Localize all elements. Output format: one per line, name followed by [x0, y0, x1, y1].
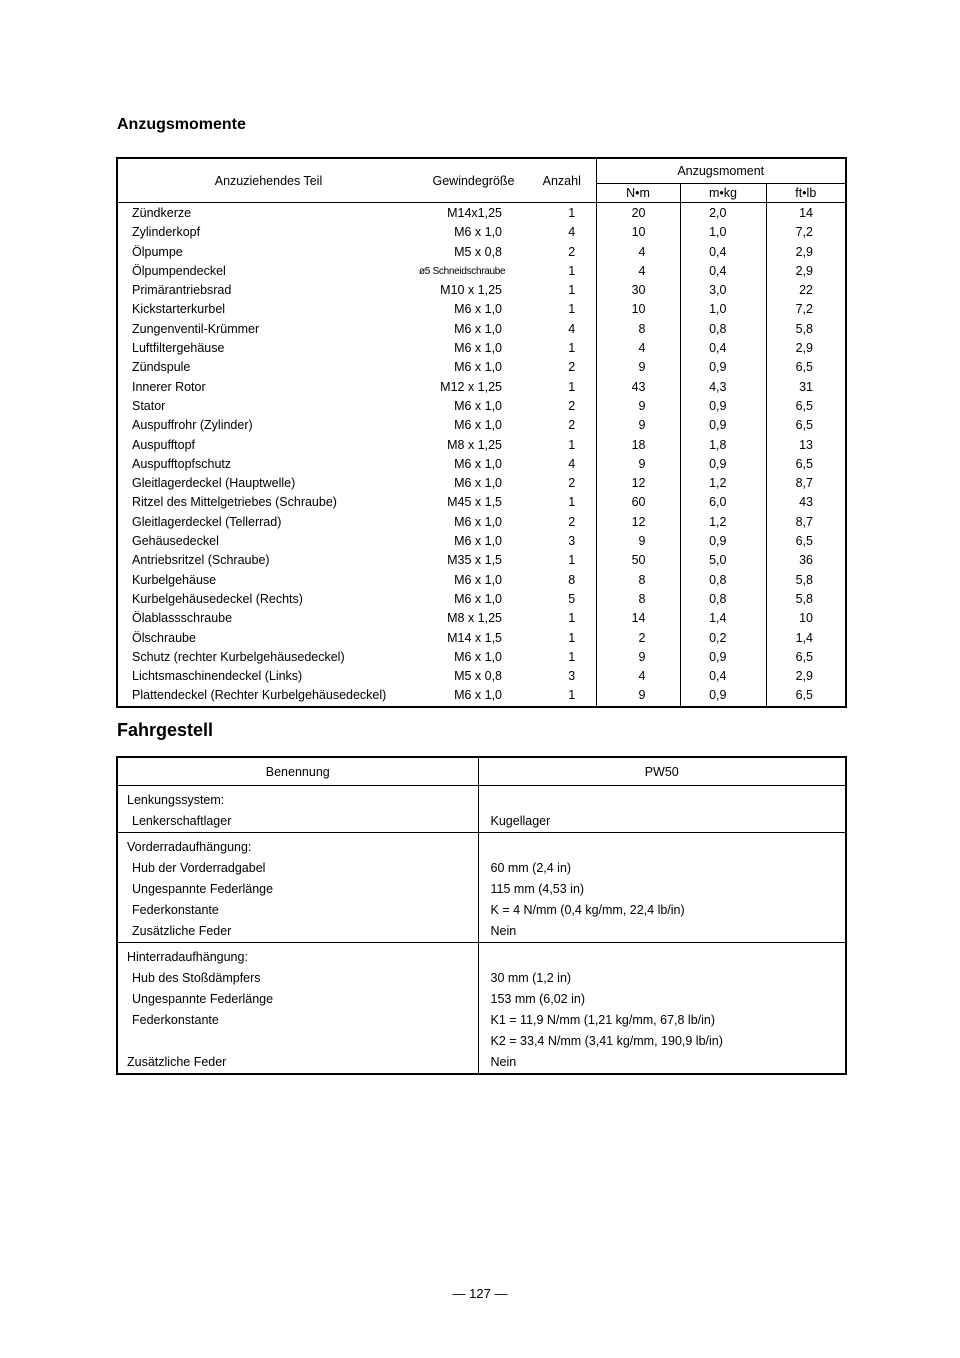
- thread-cell: M14x1,25: [447, 206, 502, 220]
- nm-cell: 9: [596, 397, 680, 416]
- ftlb-cell: 6,5: [766, 358, 846, 377]
- part-cell: Ritzel des Mittelgetriebes (Schraube): [132, 495, 337, 510]
- nm-cell: 2: [596, 629, 680, 648]
- table-row: [117, 281, 846, 300]
- table-row: [117, 474, 846, 493]
- part-cell: Primärantriebsrad: [132, 283, 232, 298]
- thread-cell: M12 x 1,25: [440, 379, 502, 394]
- part-cell: Ölpumpendeckel: [132, 263, 226, 278]
- ftlb-cell: 36: [766, 551, 846, 570]
- quantity-cell: 1: [568, 437, 576, 452]
- quantity-cell: 1: [568, 688, 576, 703]
- quantity-cell: 2: [568, 418, 576, 433]
- thread-cell: M8 x 1,25: [447, 437, 502, 452]
- table-row: [117, 667, 846, 686]
- front-item-value: 60 mm (2,4 in): [490, 861, 572, 875]
- quantity-cell: 1: [568, 379, 576, 394]
- table-row: [117, 397, 846, 416]
- ftlb-cell: 10: [766, 609, 846, 628]
- nm-cell: 12: [596, 474, 680, 493]
- thread-cell: M5 x 0,8: [454, 244, 502, 259]
- table-row: [117, 358, 846, 377]
- rear-free-length-value: 153 mm (6,02 in): [490, 992, 585, 1006]
- table-row: [117, 203, 846, 224]
- part-cell: Gehäusedeckel: [132, 534, 219, 549]
- front-item-value: 115 mm (4,53 in): [490, 882, 585, 896]
- table-row: [117, 223, 846, 242]
- header-nm: N•m: [596, 184, 680, 203]
- quantity-cell: 1: [568, 341, 576, 356]
- steering-bearing-value: Kugellager: [490, 814, 551, 828]
- nm-cell: 8: [596, 590, 680, 609]
- mkg-cell: 1,0: [680, 300, 766, 319]
- part-cell: Zungenventil-Krümmer: [132, 321, 260, 336]
- quantity-cell: 1: [568, 495, 576, 510]
- ftlb-cell: 7,2: [766, 223, 846, 242]
- quantity-cell: 1: [568, 630, 576, 645]
- ftlb-cell: 6,5: [766, 532, 846, 551]
- nm-cell: 12: [596, 513, 680, 532]
- steering-bearing-label: Lenkerschaftlager: [132, 814, 232, 828]
- ftlb-cell: 31: [766, 378, 846, 397]
- nm-cell: 10: [596, 300, 680, 319]
- part-cell: Zündkerze: [132, 206, 192, 220]
- quantity-cell: 1: [568, 206, 576, 220]
- thread-cell: M6 x 1,0: [454, 688, 502, 703]
- part-cell: Auspuffrohr (Zylinder): [132, 418, 253, 433]
- thread-cell: M14 x 1,5: [447, 630, 502, 645]
- thread-cell: M35 x 1,5: [447, 553, 502, 568]
- thread-cell: M6 x 1,0: [454, 225, 502, 240]
- nm-cell: 4: [596, 262, 680, 281]
- steering-row: [117, 786, 846, 833]
- part-cell: Auspufftopfschutz: [132, 456, 232, 471]
- ftlb-cell: 43: [766, 493, 846, 512]
- mkg-cell: 0,4: [680, 339, 766, 358]
- mkg-cell: 1,0: [680, 223, 766, 242]
- nm-cell: 50: [596, 551, 680, 570]
- table-row: [117, 320, 846, 339]
- ftlb-cell: 14: [766, 203, 846, 224]
- front-suspension-row: [117, 833, 846, 943]
- thread-cell: M10 x 1,25: [440, 283, 502, 298]
- front-item-label: Zusätzliche Feder: [132, 924, 232, 938]
- mkg-cell: 1,2: [680, 474, 766, 493]
- table-row: [117, 262, 846, 281]
- thread-cell: M6 x 1,0: [454, 398, 502, 413]
- thread-cell: M6 x 1,0: [454, 302, 502, 317]
- rear-stroke-value: 30 mm (1,2 in): [490, 971, 572, 985]
- mkg-cell: 0,9: [680, 416, 766, 435]
- chassis-section-title: Fahrgestell: [117, 720, 214, 740]
- rear-rate-value-2: K2 = 33,4 N/mm (3,41 kg/mm, 190,9 lb/in): [490, 1034, 723, 1048]
- ftlb-cell: 8,7: [766, 513, 846, 532]
- ftlb-cell: 6,5: [766, 648, 846, 667]
- quantity-cell: 1: [568, 611, 576, 626]
- mkg-cell: 0,9: [680, 397, 766, 416]
- mkg-cell: 0,9: [680, 358, 766, 377]
- quantity-cell: 4: [568, 321, 576, 336]
- header-name: Benennung: [117, 757, 478, 786]
- nm-cell: 20: [596, 203, 680, 224]
- front-heading: Vorderradaufhängung:: [127, 840, 252, 854]
- table-row: [117, 436, 846, 455]
- table-row: [117, 300, 846, 319]
- mkg-cell: 0,4: [680, 262, 766, 281]
- nm-cell: 9: [596, 416, 680, 435]
- nm-cell: 10: [596, 223, 680, 242]
- thread-cell: M6 x 1,0: [454, 456, 502, 471]
- nm-cell: 9: [596, 648, 680, 667]
- table-row: [117, 416, 846, 435]
- header-model: PW50: [478, 757, 846, 786]
- table-row: [117, 532, 846, 551]
- quantity-cell: 1: [568, 649, 576, 664]
- part-cell: Auspufftopf: [132, 437, 196, 452]
- thread-cell: M6 x 1,0: [454, 321, 502, 336]
- quantity-cell: 4: [568, 225, 576, 240]
- ftlb-cell: 1,4: [766, 629, 846, 648]
- mkg-cell: 0,9: [680, 686, 766, 706]
- mkg-cell: 1,8: [680, 436, 766, 455]
- thread-cell: M6 x 1,0: [454, 476, 502, 491]
- quantity-cell: 8: [568, 572, 576, 587]
- part-cell: Innerer Rotor: [132, 379, 206, 394]
- header-quantity: Anzahl: [528, 158, 596, 203]
- mkg-cell: 0,9: [680, 455, 766, 474]
- chassis-table: [116, 756, 847, 1075]
- thread-cell: M6 x 1,0: [454, 572, 502, 587]
- part-cell: Ölpumpe: [132, 244, 183, 259]
- table-row: [117, 378, 846, 397]
- ftlb-cell: 2,9: [766, 667, 846, 686]
- nm-cell: 60: [596, 493, 680, 512]
- mkg-cell: 1,4: [680, 609, 766, 628]
- thread-cell: M6 x 1,0: [454, 514, 502, 529]
- mkg-cell: 0,9: [680, 532, 766, 551]
- mkg-cell: 0,4: [680, 243, 766, 262]
- mkg-cell: 0,4: [680, 667, 766, 686]
- header-thread: Gewindegröße: [419, 158, 528, 203]
- nm-cell: 8: [596, 571, 680, 590]
- mkg-cell: 0,8: [680, 320, 766, 339]
- torque-table: [116, 157, 847, 708]
- front-item-label: Hub der Vorderradgabel: [132, 861, 266, 875]
- part-cell: Ölablassschraube: [132, 611, 233, 626]
- quantity-cell: 2: [568, 514, 576, 529]
- quantity-cell: 5: [568, 591, 576, 606]
- torque-table-body: [117, 203, 846, 707]
- ftlb-cell: 13: [766, 436, 846, 455]
- thread-cell: M8 x 1,25: [447, 611, 502, 626]
- table-row: [117, 455, 846, 474]
- nm-cell: 4: [596, 243, 680, 262]
- front-item-label: Ungespannte Federlänge: [132, 882, 274, 896]
- nm-cell: 8: [596, 320, 680, 339]
- mkg-cell: 0,9: [680, 648, 766, 667]
- mkg-cell: 2,0: [680, 203, 766, 224]
- ftlb-cell: 2,9: [766, 243, 846, 262]
- table-row: [117, 571, 846, 590]
- quantity-cell: 1: [568, 263, 576, 278]
- ftlb-cell: 6,5: [766, 455, 846, 474]
- rear-rate-value-1: K1 = 11,9 N/mm (1,21 kg/mm, 67,8 lb/in): [490, 1013, 716, 1027]
- torque-section-title: Anzugsmomente: [117, 116, 246, 133]
- mkg-cell: 0,8: [680, 571, 766, 590]
- nm-cell: 30: [596, 281, 680, 300]
- mkg-cell: 3,0: [680, 281, 766, 300]
- rear-stroke-label: Hub des Stoßdämpfers: [132, 971, 261, 985]
- rear-suspension-row: [117, 943, 846, 1075]
- mkg-cell: 1,2: [680, 513, 766, 532]
- mkg-cell: 6,0: [680, 493, 766, 512]
- page-number: — 127 —: [452, 1286, 508, 1301]
- part-cell: Ölschraube: [132, 630, 196, 645]
- table-row: [117, 648, 846, 667]
- rear-extra-spring-value: Nein: [490, 1055, 517, 1069]
- thread-cell: M6 x 1,0: [454, 591, 502, 606]
- thread-cell: M5 x 0,8: [454, 669, 502, 684]
- ftlb-cell: 2,9: [766, 262, 846, 281]
- table-row: [117, 513, 846, 532]
- mkg-cell: 4,3: [680, 378, 766, 397]
- table-row: [117, 686, 846, 706]
- nm-cell: 43: [596, 378, 680, 397]
- part-cell: Lichtsmaschinendeckel (Links): [132, 669, 303, 684]
- ftlb-cell: 7,2: [766, 300, 846, 319]
- table-row: [117, 493, 846, 512]
- nm-cell: 9: [596, 686, 680, 706]
- table-row: [117, 629, 846, 648]
- thread-cell: M6 x 1,0: [454, 534, 502, 549]
- quantity-cell: 4: [568, 456, 576, 471]
- mkg-cell: 0,2: [680, 629, 766, 648]
- part-cell: Kickstarterkurbel: [132, 302, 226, 317]
- part-cell: Zündspule: [132, 360, 191, 375]
- quantity-cell: 2: [568, 398, 576, 413]
- part-cell: Kurbelgehäuse: [132, 572, 217, 587]
- quantity-cell: 2: [568, 360, 576, 375]
- thread-cell: M6 x 1,0: [454, 360, 502, 375]
- table-row: [117, 339, 846, 358]
- part-cell: Gleitlagerdeckel (Tellerrad): [132, 514, 282, 529]
- ftlb-cell: 6,5: [766, 397, 846, 416]
- header-part: Anzuziehendes Teil: [117, 158, 419, 203]
- ftlb-cell: 2,9: [766, 339, 846, 358]
- nm-cell: 9: [596, 455, 680, 474]
- rear-free-length-label: Ungespannte Federlänge: [132, 992, 274, 1006]
- front-item-value: K = 4 N/mm (0,4 kg/mm, 22,4 lb/in): [490, 903, 685, 917]
- quantity-cell: 1: [568, 283, 576, 298]
- nm-cell: 18: [596, 436, 680, 455]
- ftlb-cell: 8,7: [766, 474, 846, 493]
- quantity-cell: 3: [568, 669, 576, 684]
- header-mkg: m•kg: [680, 184, 766, 203]
- quantity-cell: 1: [568, 302, 576, 317]
- rear-rate-label: Federkonstante: [132, 1013, 219, 1027]
- part-cell: Zylinderkopf: [132, 225, 201, 240]
- rear-heading: Hinterradaufhängung:: [127, 950, 248, 964]
- front-item-value: Nein: [490, 924, 517, 938]
- part-cell: Schutz (rechter Kurbelgehäusedeckel): [132, 649, 345, 664]
- quantity-cell: 2: [568, 476, 576, 491]
- ftlb-cell: 6,5: [766, 416, 846, 435]
- steering-heading: Lenkungssystem:: [127, 793, 225, 807]
- part-cell: Plattendeckel (Rechter Kurbelgehäusedeckel): [132, 688, 387, 703]
- nm-cell: 4: [596, 339, 680, 358]
- mkg-cell: 0,8: [680, 590, 766, 609]
- header-torque: Anzugsmoment: [596, 158, 846, 184]
- part-cell: Antriebsritzel (Schraube): [132, 553, 270, 568]
- header-ftlb: ft•lb: [766, 184, 846, 203]
- part-cell: Gleitlagerdeckel (Hauptwelle): [132, 476, 296, 491]
- nm-cell: 9: [596, 532, 680, 551]
- quantity-cell: 1: [568, 553, 576, 568]
- table-row: [117, 551, 846, 570]
- ftlb-cell: 5,8: [766, 590, 846, 609]
- table-row: [117, 609, 846, 628]
- quantity-cell: 3: [568, 534, 576, 549]
- ftlb-cell: 5,8: [766, 320, 846, 339]
- quantity-cell: 2: [568, 244, 576, 259]
- nm-cell: 9: [596, 358, 680, 377]
- table-row: [117, 243, 846, 262]
- thread-cell: M6 x 1,0: [454, 341, 502, 356]
- rear-extra-spring-label: Zusätzliche Feder: [127, 1055, 227, 1069]
- front-item-label: Federkonstante: [132, 903, 219, 917]
- thread-cell: M6 x 1,0: [454, 649, 502, 664]
- nm-cell: 14: [596, 609, 680, 628]
- part-cell: Kurbelgehäusedeckel (Rechts): [132, 591, 303, 606]
- thread-cell: ø5 Schneidschraube: [419, 265, 506, 277]
- mkg-cell: 5,0: [680, 551, 766, 570]
- table-row: [117, 590, 846, 609]
- nm-cell: 4: [596, 667, 680, 686]
- ftlb-cell: 22: [766, 281, 846, 300]
- thread-cell: M6 x 1,0: [454, 418, 502, 433]
- ftlb-cell: 5,8: [766, 571, 846, 590]
- ftlb-cell: 6,5: [766, 686, 846, 706]
- part-cell: Stator: [132, 398, 166, 413]
- thread-cell: M45 x 1,5: [447, 495, 502, 510]
- part-cell: Luftfiltergehäuse: [132, 341, 225, 356]
